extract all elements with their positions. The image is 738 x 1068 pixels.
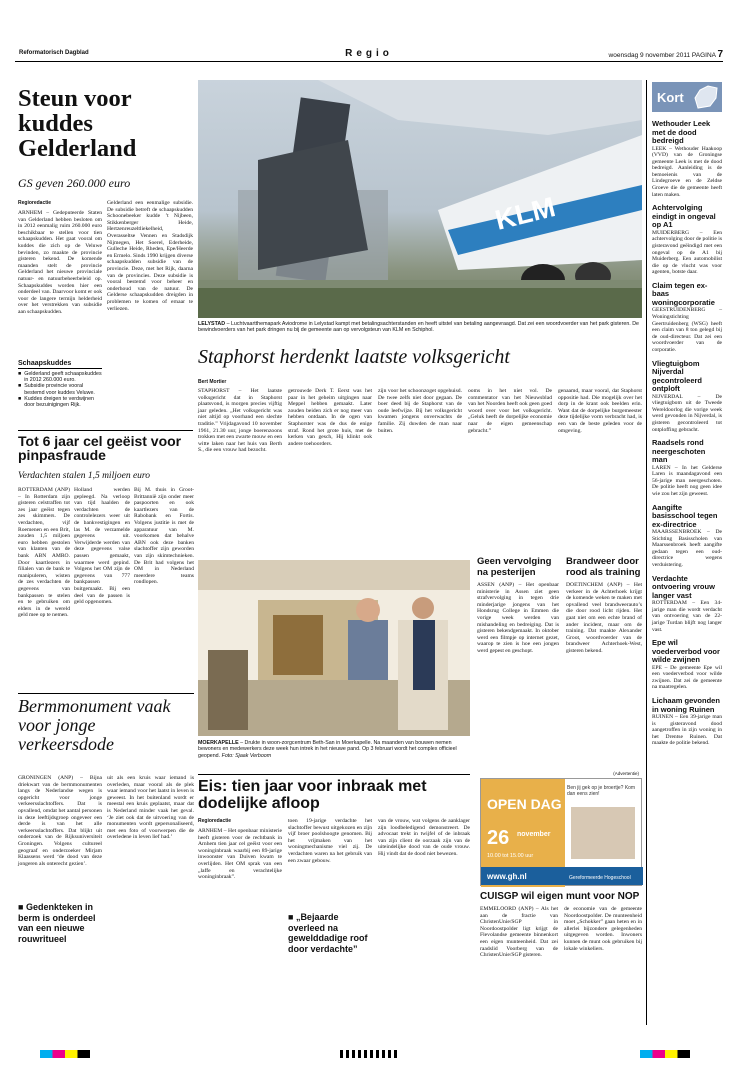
eis-col3: van de vrouw, wat volgens de aanklager zijn loodbeledigend demonstreert. De advocaat trekt in twijfel of de inbraak van zijn client de oorzaak zijn van de uiteindelijke dood van de oude vrouw. Hij vindt dat de dood niet bewezen. (378, 818, 470, 857)
pinpas-headline: Tot 6 jaar cel geëist voor pinpasfraude (18, 433, 182, 464)
pinpas-col2: Holland werden gepleegd. Na verloop van tijd haalden de verdachten de controlelezers weer uit de bankvestigingen en las M. de verzamelde gegevens uit. Verwijderde werden van deze gegevens valse passen gemaakt, waarmee werd gepind. Volgens het OM zijn de gegevens van 777 bankpassen buitgemaakt. Bij een deel van de passen is geld opgenomen. (74, 487, 130, 606)
staphorst-headline: Staphorst herdenkt laatste volksgericht (198, 346, 510, 368)
registration-mark (640, 1050, 690, 1058)
lead-col1: ARNHEM – Gedeputeerde Staten van Gelderland hebben besloten om in 2012 eenmalig ruim 260.000 euro beschikbaar te stellen voor tien schaapskudden. Het gaat vooral om kuddes die zich op de Veluwe bevinden, zo maakte de provincie gisteren bekend. De komende maanden stelt de provincie Gelderland het nieuwe provinciale natuur- en natuurbeheerbeleid op. Schaapskuddes worden hier een onderdeel van. Daarvoor komt er ook voor de langere termijn helderheid over het verstrekken van subsidie aan schaapskudden. (18, 210, 102, 315)
registration-mark (40, 1050, 90, 1058)
lead-headline: Steun voor kuddes Gelderland (18, 85, 137, 162)
open-dag-ad[interactable] (480, 771, 642, 886)
eis-col1: ARNHEM – Het openbaar ministerie heeft gisteren voor de rechtbank in Arnhem tien jaar cel geëist voor een woninginbraak waarbij een 89-jarige inwoonster van Duiven kwam te overlijden. Het OM sprak van een „laffe en verachtelijke woninginbraak”. (198, 828, 282, 881)
kort-item: Raadsels rond neergeschoten man LAREN – In het Gelderse Laren is maandagavond een 56-jarige man neergeschoten. De politie heeft nog geen idee wie zou het zijn geweest. (652, 438, 722, 497)
kort-item: Achtervolging eindigt in ongeval op A1 MUIDERBERG – Een achtervolging door de politie is gisteravond geëindigd met een ongeval op de A1 bij Muiderberg. Een automobilist die op de vlucht was voor agenten, botste daar. (652, 203, 722, 276)
kort-item: Wethouder Leek met de dood bedreigd LEEK – Wethouder Haakoop (VVD) van de Groningse gemeente Leek is met de dood bedreigd. Aanleiding is de bemoeienis van de Lindegroeve en de Zeldse Groeve die de gemeente heeft laten maken. (652, 119, 722, 198)
lead-col2: Gelderland een eenmalige subsidie. De subsidie betreft de schaapskudden Schoonebeeker kudde ’t Nijbeen, Stikkenberger Heide, Hertzenreuzeltliekelheid, Overasseltse Vennen en Stadsdijk Nijmegen, Het Soerel, Ederheide, Gulleche Heide, Rheden, Epe/Heerde en Ermelo. Sinds 1990 krijgen diverse schaapskudden subsidie van de provincie. Deze, met het Rijk, daarna van de provincies. Deze subsidie is vooral bestemd voor beheer en onderhoud van de natuur. De Gelderse schaapskudden dreigden in problemen te komen of ernaar te verliezen. (107, 200, 193, 312)
page-date: woensdag 9 november 2011 PAGINA 7 (608, 49, 723, 60)
kort-item: Claim tegen ex-baas woningcorporatie GEESTRUIDENBERG – Woningstichting Geertruidenberg (WSG) heeft een claim van 8 ton gelegd bij de oud-directeur. Dat zei een woordvoerder van de corporatie. (652, 280, 722, 353)
kort-item: Verdachte ontvoering vrouw langer vast ROTTERDAM – Een 34-jarige man die wordt verdacht van ontvoering van de 22-jarige Turdan blijft nog langer vast. (652, 573, 722, 633)
pesterij-headline: Geen vervolging na pesterijen (477, 556, 552, 578)
ad-brand: Gereformeerde Hogeschool (569, 875, 631, 881)
cuisgp-col2: de economie van de gemeente Noordoostpolder. De munteenheid moet „Schokker” gaan heten en in allerlei bijzondere gelegenheden uitgegeven worden. Inwoners kunnen de munt ook gebruiken bij lokale winkeliers. (564, 906, 642, 952)
photo1-caption: LELYSTAD – Luchtvaartthemapark Aviodrome in Lelystad kampt met betalingsachterstanden en heeft uitstel van betaling aangevraagd. Dat zei een woordvoerder van het park gisteren. De bewindvoerders van het park dringen nu bij de gemeente aan op vervolgsteun van KLM en Schiphol. (198, 321, 639, 334)
berm-quote: ■ Gedenkteken in berm is onderdeel van een nieuwe rouwritueel (18, 902, 96, 944)
factbox-list (18, 371, 102, 408)
ad-open-dag: OPEN DAG (487, 796, 562, 812)
pinpas-col1: ROTTERDAM (ANP) – In Rotterdam zijn gisteren celstraffen tot zes jaar geëist tegen zes skimmers. De verdachten, vijf Roemenen en een Brit, zouden 1,5 miljoen euro hebben gestolen van klanten van de bank ABN AMRO. Door kaartlezers in filialen van de bank te manipuleren, wisten de zes verdachten de gegevens van bankpassen te stelen en te gebruiken om elders in de wereld geld mee op te nemen. (18, 487, 70, 619)
staphorst-tag: Bert Mortier (198, 379, 227, 385)
paper-name: Reformatorisch Dagblad (19, 50, 89, 56)
eis-col2: toen 19-jarige verdachte het slachtoffer bewust uitgekozen en zijn vijf broer poolshoogte genomen. Bij het vrijmaken van het woningmechanisme viel zij. De verdachten waren na het gebruik van een zwaar gebouw. (288, 818, 372, 864)
brandweer-col1: DOETINCHEM (ANP) – Het verkeer in de Achterhoek krijgt de komende weken te maken met opvallend veel brandweerauto’s die door rood licht rijden. Het gaat niet om een echte brand of ander incident, maar om de training. Dat maakte Alexander Groot, woordvoerder van de brandweer Achterhoek-West, gisteren bekend. (566, 582, 642, 654)
divider (18, 693, 194, 694)
klm-airplane-photo (198, 80, 642, 318)
ad-label: (Advertentie) (613, 771, 639, 776)
kort-item: Lichaam gevonden in woning Ruinen RUINEN – Een 39-jarige man is gisteravond dood aangetroffen in zijn woning in het Drentse Ruinen. Dat maakte de politie bekend. (652, 696, 722, 747)
ad-bubble: Ben jij gek op je broertje? Kom dan eens zien! (567, 785, 636, 797)
brandweer-headline: Brandweer door rood als training (566, 556, 641, 578)
factbox-item: ■ Subsidie provincie vooral bestemd voor kuddes Veluwe. (18, 383, 95, 396)
staphorst-col3: zijn voor het schoonzoget opgehuisd. De twee zelfs niet door gegaan. De boer deed bij de Staphorst van de oude leefwijze. Bij het volksgericht kwamen jongens onverwachts de familie. Zij duwden de man naar buiten. (378, 388, 462, 434)
netherlands-map-icon (692, 84, 720, 110)
sidebar-divider (646, 80, 647, 1025)
kort-list (652, 114, 722, 1026)
page-header (15, 48, 723, 62)
pesterij-col1: ASSEN (ANP) – Het openbaar ministerie in Assen ziet geen strafvervolging in tegen drie minderjarige jongens van het Hondsrug College in Emmen die vorige week werden van mishandeling en bedreiging. Dat is gisteren bekendgemaakt. In oktober werd een filmpje op internet gezet, waarop te zien is hoe een jongen werd gepest en geschopt. (477, 582, 559, 654)
pinpas-subhead: Verdachten stalen 1,5 miljoen euro (18, 471, 151, 481)
kort-title: Kort (657, 90, 684, 105)
staphorst-col4: ooms in het niet vol. De commentator van het Nieuwsblad van het Noorden heeft ook geen goed woord over voor het volksgericht. „Geluk heeft de dorpelijke economie naar de eigen gemeenschap gebracht.” (468, 388, 552, 434)
lead-factbox (18, 360, 102, 424)
berm-headline: Bermmonument vaak voor jonge verkeersdode (18, 696, 171, 754)
pinpas-col3: Bij M. thuis in Groot-Brittannië zijn onder meer paspoorten en ook kaartlezers van de Rabobank en Fortis. Volgens justitie is met de apparatuur van M. voorkomen dat behalve ABN ook deze banken slachtoffer zijn geworden van zijn skimtechnieken. De Brit had volgens het OM in Nederland meerdere teams rondlopen. (134, 487, 194, 586)
factbox-title: Schaapskuddes (18, 360, 102, 369)
divider (18, 430, 193, 431)
eis-headline: Eis: tien jaar voor inbraak met dodelijke afloop (198, 778, 427, 812)
svg-text:KLM: KLM (491, 191, 559, 236)
kort-item: Vliegtuigbom Nijverdal gecontroleerd ontploft NIJVERDAL – De vliegtuigbom uit de Tweede Wereldoorlog die vorige week werd gevonden in Nijverdal, is gisteren gecontroleerd tot ontploffing gebracht. (652, 358, 722, 433)
kort-item: Epe wil voederverbod voor wilde zwijnen EPE – De gemeente Epe wil een voederverbod voor wilde zwijnen. Dat zei de gemeente na maatregelen. (652, 638, 722, 691)
berm-col1: GRONINGEN (ANP) – Bijna driekwart van de bermmonumenten langs de Nederlandse wegen is opgericht voor jonge verkeersslachtoffers. Dat is opvallend, omdat het aantal personen in deze leeftijdsgroep ongeveer een derde is van het alle verkeersslachtoffers. Dat blijkt uit onderzoek van de Rijksuniversiteit Groningen. Volgens cultureel geograaf en onderzoeker Mirjam Klaassens werd ‘de dood van deze jongeren als onterecht gezien’. (18, 775, 102, 867)
eis-quote: ■ „Bejaarde overleed na gewelddadige roof door verdachte” (288, 912, 368, 954)
registration-mark (340, 1050, 400, 1058)
ad-day: 26 (487, 827, 510, 849)
ad-student-photo (571, 807, 635, 859)
ad-time: 10.00 tot 15.00 uur (487, 853, 534, 859)
lead-subhead: GS geven 260.000 euro (18, 176, 131, 190)
lead-tag: Regioredactie (18, 200, 52, 206)
berm-col2: uit als een kruis waar iemand is overleden, maar vooral als de plek waar iemand voor het laatst in leven is geweest. In het buitenland wordt er meestal een kruis geplaatst, maar dat is Nederland minder vaak het geval. ‘Je ziet ook dat de uitvoering van de monumenten wordt gepersonaliseerd, met een foto of voorwerpen die de overledene in leven lief had.’ (107, 775, 194, 841)
ad-site-link[interactable]: www.gh.nl (487, 872, 527, 881)
cuisgp-headline: CUISGP wil eigen munt voor NOP (480, 891, 640, 902)
staphorst-col1: STAPHORST – Het laatste volksgericht dat in Staphorst plaatsvond, is morgen precies vijftig jaar geleden. „Het volksgericht was niet altijd op voorhand een slechte traditie.” Vrijdagavond 10 november 1961, 21.30 uur, jonge boerenzoons trokken met een zwarte mouw en een witte laken naar het huis van Berth S., die een vrouw had bezocht. (198, 388, 282, 454)
ad-month: november (517, 831, 551, 838)
cuisgp-col1: EMMELOORD (ANP) – Als het aan de fractie van ChristenUnie/SGP in Noordoostpolder ligt krijgt de Flevolandse gemeente binnenkort een eigen munteenheid. Dat zei raadslid Voorberg van de ChristenUnie/SGP gisteren. (480, 906, 558, 959)
photo2-caption: MOERKAPELLE – Drukte in woon-zorgcentrum Beth-San in Moerkapelle. Na maanden van bouwen nemen bewoners en medewerkers deze week hun intrek in het nieuwe pand. Op 3 februari wordt het complex officieel geopend. Foto: Sjaak Verboom (198, 740, 457, 759)
eis-tag: Regioredactie (198, 818, 232, 824)
kort-banner (652, 82, 722, 112)
staphorst-col2: getrouwde Derk T. Eerst was het paar in het geheim uitgingen naar Meppel hebben gemaakt. Later zouden beiden zich er nog meer van hebben ontdaan. In de ogen van Staphorster was de dus de enige straf. Rond het grote huis, met de kerken van gesch, Hij klinkt ook andere toehoorders. (288, 388, 372, 447)
factbox-item: ■ Gelderland geeft schaapskuddes in 2012 260.000 euro. (18, 371, 102, 384)
factbox-item: ■ Kuddes dreigen te verdwijnen door bezuinigingen Rijk. (18, 395, 94, 409)
divider (198, 774, 470, 775)
kort-item: Aangifte basisschool tegen ex-directrice MAARSSENBROEK – De Stichting Basisscholen van Maarssenbroek heeft aangifte gedaan tegen een oud-directrice wegens verduistering. (652, 502, 722, 569)
moerkapelle-photo (198, 560, 470, 736)
staphorst-col5: genaamd, maar vooral, dat Staphorst oppositie had. Die mogelijk over het dorp in de krant ook beelden erin. Want dat de dorpelijke burgemeester deze tijdelijke vorm verbracht had, is een van de beste geleden voor de omgeving. (558, 388, 642, 434)
section-title: Regio (345, 48, 393, 59)
